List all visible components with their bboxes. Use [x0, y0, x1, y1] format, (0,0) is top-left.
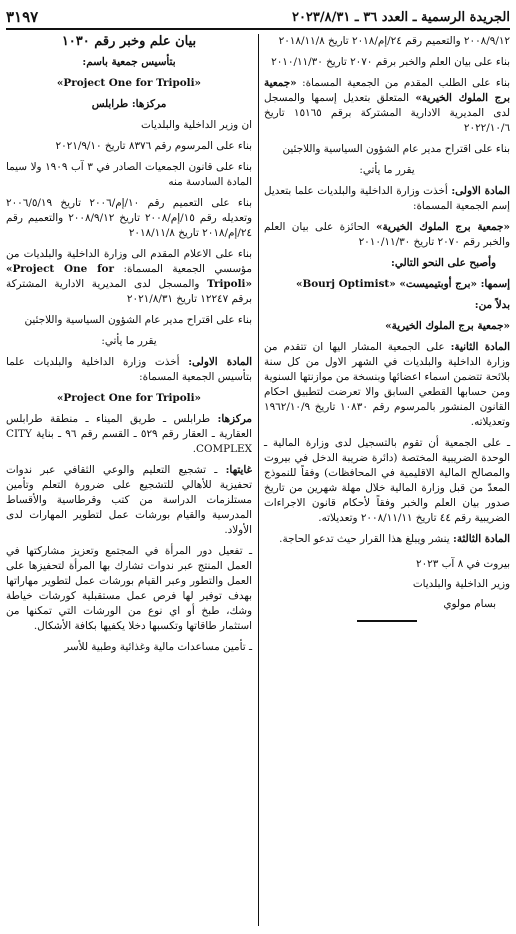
signature-title: وزير الداخلية والبلديات	[412, 578, 510, 590]
association-name-repeat: «Project One for Tripoli»	[56, 392, 202, 404]
paragraph: بناء على المرسوم رقم ٨٣٧٦ تاريخ ٢٠٢١/٩/١٠	[55, 140, 252, 152]
page-header	[6, 6, 510, 30]
paragraph: ان وزير الداخلية والبلديات	[141, 119, 252, 131]
page-number: ٣١٩٧	[6, 8, 39, 26]
old-name: «جمعية برج الملوك الخيرية»	[385, 320, 510, 332]
goals: غايتها: ـ تشجيع التعليم والوعي الثقافي عبر ندوات تحفيزية للأهالي للتشجيع على ضرورة التعلم وتأمين مستلزمات الدراسة من كتب وقرطاسية والأقساط المدرسية والقيام بورشات عمل لتطوير المهارات لدى الأولاد.	[6, 464, 252, 536]
association-name: «Project One for Tripoli»	[56, 77, 202, 89]
paragraph: ـ على الجمعية أن تقوم بالتسجيل لدى وزارة المالية ـ الوحدة الضريبية المختصة (دائرة ضريبة الدخل في بيروت والمصالح المالية الاقليمية في المحافظات) وفقاً للنموذج المعدّ من قبل وزارة المالية خلال مهلة شهرين من تاريخ صدور بيان العلم والخبر وفقاً لأحكام قانون الاجراءات الضريبية رقم ٤٤ تاريخ ٢٠٠٨/١١/١١ وتعديلاته.	[264, 437, 510, 524]
goal-item: ـ تفعيل دور المرأة في المجتمع وتعزيز مشاركتها في العمل المنتج عبر ندوات تشارك بها المرأة لتحفيزها على العمل والتطور وعبر القيام بورشات عمل لتطوير مهاراتها بهدف توفير لها فرص عمل مستقبلية كورشات خياطة وشك، طبخ أو اي نوع من الورشات التي تمكنها من استثمار طاقاتها وتكسبها دخلا يكفيها بكافة الأشكال.	[6, 545, 252, 632]
paragraph: «جمعية برج الملوك الخيرية» الحائزة على بيان العلم والخبر رقم ٢٠٧٠ تاريخ ٢٠١٠/١١/٣٠	[264, 221, 510, 248]
decides-line: يقرر ما يأتي:	[101, 335, 157, 347]
paragraph: بناء على قانون الجمعيات الصادر في ٣ آب ١٩٠٩ ولا سيما المادة السادسة منه	[6, 161, 252, 188]
decides-line: يقرر ما يأتي:	[359, 164, 415, 176]
article-1: المادة الاولى: أخذت وزارة الداخلية والبلديات علما بتأسيس الجمعية المسماة:	[6, 356, 252, 383]
new-name: إسمها: «برج أوبتيميست» «Bourj Optimist»	[295, 278, 510, 290]
headquarters-line: مركزها: طرابلس	[91, 98, 167, 110]
headquarters-address: مركزها: طرابلس ـ طريق الميناء ـ منطقة طرابلس العقارية ـ العقار رقم ٥٢٩ ـ القسم رقم ٩٦ ـ بناية CITY COMPLEX.	[6, 413, 252, 455]
paragraph: بناء على اقتراح مدير عام الشؤون السياسية واللاجئين	[282, 143, 510, 155]
column-divider	[258, 34, 259, 926]
paragraph: بناء على الاعلام المقدم الى وزارة الداخلية والبلديات من مؤسسي الجمعية المسماة: «Project One for Tripoli» والمسجل لدى المديرية الادارية المشتركة برقم ١٢٢٤٧ تاريخ ٢٠٢١/٨/٣١	[6, 248, 252, 305]
instead-line: بدلاً من:	[474, 299, 510, 311]
signature-block	[264, 557, 510, 612]
goal-item: ـ تأمين مساعدات مالية وغذائية وطبية للأسر	[64, 641, 252, 653]
signature-date: بيروت في ٨ آب ٢٠٢٣	[416, 558, 510, 570]
paragraph: بناء على الطلب المقدم من الجمعية المسماة: «جمعية برج الملوك الخيرية» المتعلق بتعديل إسمها والمسجل لدى المديرية الادارية المشتركة برقم ١٥١٦٥ تاريخ ٢٠٢٢/١٠/٦	[264, 77, 511, 134]
signature-name: بسام مولوي	[443, 598, 496, 610]
became-line: وأصبح على النحو التالي:	[390, 257, 496, 269]
paragraph: ٢٠٠٨/٩/١٢ والتعميم رقم ٢٤/إم/٢٠١٨ تاريخ ٢٠١٨/١١/٨	[278, 35, 510, 47]
notice-subheading: بتأسيس جمعية باسم:	[82, 56, 176, 68]
paragraph: بناء على اقتراح مدير عام الشؤون السياسية واللاجئين	[24, 314, 252, 326]
notice-heading: بيان علم وخبر رقم ١٠٣٠	[61, 34, 197, 49]
section-separator	[357, 620, 417, 622]
article-2: المادة الثانية: على الجمعية المشار اليها ان تتقدم من وزارة الداخلية والبلديات في الشهر الاول من كل سنة بلائحة تتضمن اسماء اعضائها وبنسخة من موازنتها السنوية ومن حسابها القطعي السابق والا تعرضت لتطبيق احكام القانون المنشور بالمرسوم رقم ١٠٨٣٠ تاريخ ١٩٦٢/١٠/٩ وتعديلاته.	[264, 341, 510, 428]
paragraph: بناء على بيان العلم والخبر برقم ٢٠٧٠ تاريخ ٢٠١٠/١١/٣٠	[271, 56, 510, 68]
right-column	[264, 34, 510, 630]
article-1: المادة الاولى: أخذت وزارة الداخلية والبلديات علما بتعديل إسم الجمعية المسماة:	[264, 185, 510, 212]
left-column	[6, 34, 252, 661]
paragraph: بناء على التعميم رقم ١٠/إم/٢٠٠٦ تاريخ ٢٠٠٦/٥/١٩ وتعديله رقم ١٥/إم/٢٠٠٨ تاريخ ٢٠٠٨/٩/١٢ والتعميم رقم ٢٤/إم/٢٠١٨ تاريخ ٢٠١٨/١١/٨	[6, 197, 253, 239]
gazette-title: الجريدة الرسمية ـ العدد ٣٦ ـ ٢٠٢٣/٨/٣١	[291, 9, 510, 25]
article-3: المادة الثالثة: ينشر ويبلغ هذا القرار حيث تدعو الحاجة.	[279, 533, 510, 545]
